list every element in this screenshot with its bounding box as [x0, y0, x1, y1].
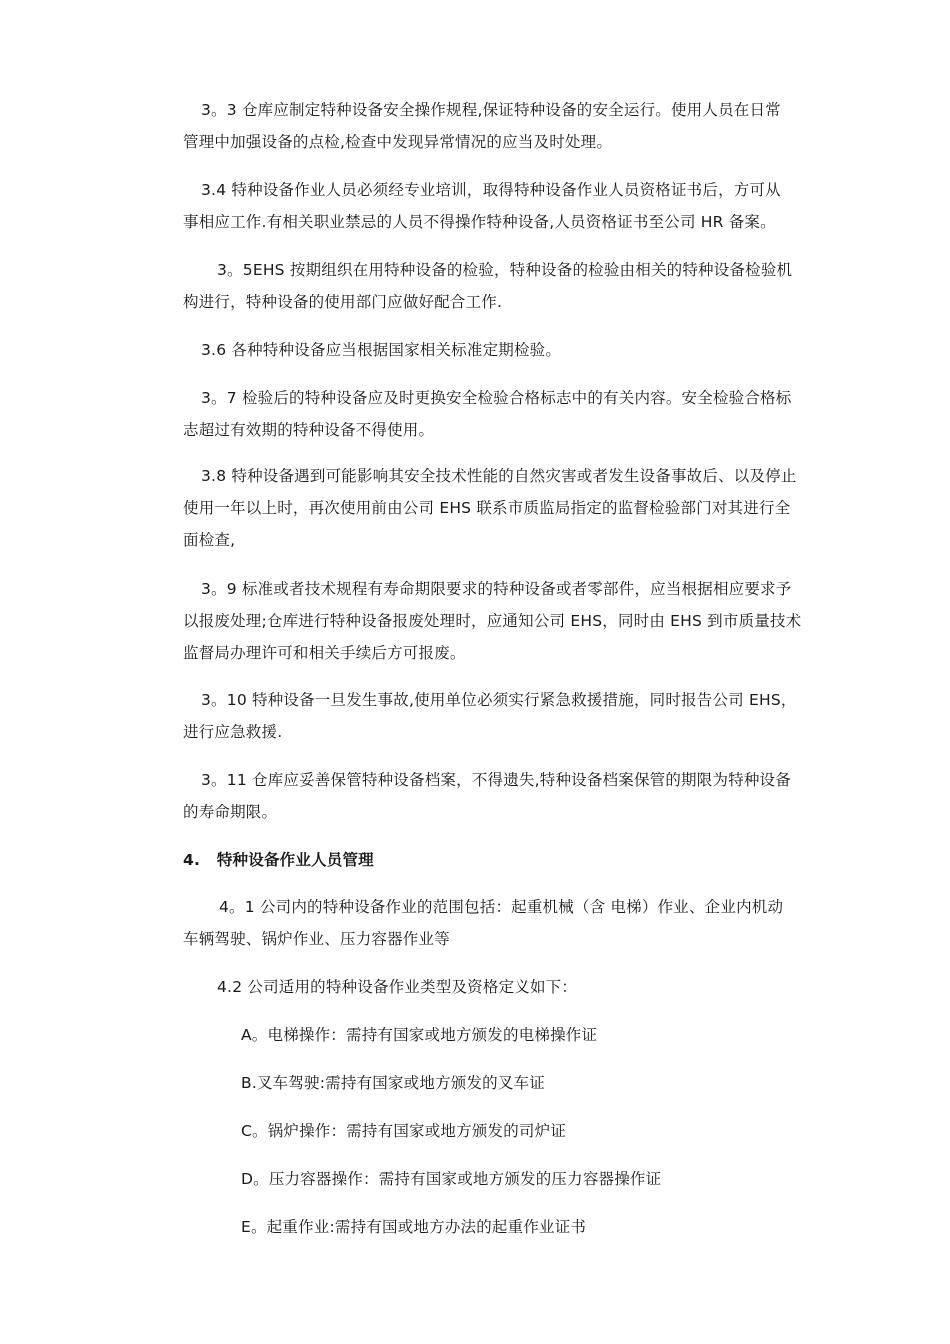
paragraph-3-5	[183, 254, 863, 318]
paragraph-3-3	[183, 94, 863, 158]
text-line: A。电梯操作：需持有国家或地方颁发的电梯操作证	[241, 1026, 598, 1044]
paragraph-4-2	[183, 971, 863, 1003]
text-line: 3。7 检验后的特种设备应及时更换安全检验合格标志中的有关内容。安全检验合格标	[201, 389, 792, 407]
paragraph-4-1	[183, 891, 863, 955]
text-line: B.叉车驾驶:需持有国家或地方颁发的叉车证	[241, 1074, 545, 1092]
text-line: 志超过有效期的特种设备不得使用。	[183, 421, 435, 439]
paragraph-3-8	[183, 460, 863, 556]
list-item-c	[183, 1115, 863, 1147]
paragraph-3-11	[183, 764, 863, 828]
text-line: 4。1 公司内的特种设备作业的范围包括：起重机械（含 电梯）作业、企业内机动	[219, 898, 784, 916]
text-line: 3.6 各种特种设备应当根据国家相关标准定期检验。	[201, 341, 562, 359]
text-line: 3.8 特种设备遇到可能影响其安全技术性能的自然灾害或者发生设备事故后、以及停止	[201, 467, 797, 485]
text-line: 事相应工作.有相关职业禁忌的人员不得操作特种设备,人员资格证书至公司 HR 备案。	[183, 213, 776, 231]
text-line: 管理中加强设备的点检,检查中发现异常情况的应当及时处理。	[183, 133, 613, 151]
paragraph-3-9	[183, 573, 863, 669]
list-item-d	[183, 1163, 863, 1195]
section-heading-4	[183, 844, 863, 876]
paragraph-3-7	[183, 382, 863, 446]
text-line: 以报废处理;仓库进行特种设备报废处理时，应通知公司 EHS，同时由 EHS 到市质量技术	[183, 612, 802, 630]
text-line: 监督局办理许可和相关手续后方可报废。	[183, 644, 466, 662]
text-line: 构进行，特种设备的使用部门应做好配合工作.	[183, 293, 503, 311]
text-line: 面检查,	[183, 531, 236, 549]
text-line: 3。5EHS 按期组织在用特种设备的检验，特种设备的检验由相关的特种设备检验机	[217, 261, 793, 279]
paragraph-3-4	[183, 174, 863, 238]
list-item-b	[183, 1067, 863, 1099]
text-line: 进行应急救援.	[183, 723, 283, 741]
text-line: D。压力容器操作：需持有国家或地方颁发的压力容器操作证	[241, 1170, 662, 1188]
text-line: C。锅炉操作：需持有国家或地方颁发的司炉证	[241, 1122, 567, 1140]
text-line: 4.2 公司适用的特种设备作业类型及资格定义如下：	[217, 978, 578, 996]
text-line: E。起重作业:需持有国或地方办法的起重作业证书	[241, 1218, 587, 1236]
text-line: 3。3 仓库应制定特种设备安全操作规程,保证特种设备的安全运行。使用人员在日常	[201, 101, 781, 119]
text-line: 使用一年以上时，再次使用前由公司 EHS 联系市质监局指定的监督检验部门对其进行全	[183, 499, 791, 517]
text-line: 3.4 特种设备作业人员必须经专业培训，取得特种设备作业人员资格证书后，方可从	[201, 181, 781, 199]
section-title: 4. 特种设备作业人员管理	[183, 851, 374, 869]
text-line: 的寿命期限。	[183, 803, 278, 821]
paragraph-3-10	[183, 684, 863, 748]
paragraph-3-6	[183, 334, 863, 366]
list-item-a	[183, 1019, 863, 1051]
text-line: 车辆驾驶、锅炉作业、压力容器作业等	[183, 930, 450, 948]
text-line: 3。11 仓库应妥善保管特种设备档案，不得遗失,特种设备档案保管的期限为特种设备	[201, 771, 791, 789]
text-line: 3。10 特种设备一旦发生事故,使用单位必须实行紧急救援措施，同时报告公司 EHS，	[201, 691, 797, 709]
list-item-e	[183, 1211, 863, 1243]
text-line: 3。9 标准或者技术规程有寿命期限要求的特种设备或者零部件，应当根据相应要求予	[201, 580, 792, 598]
